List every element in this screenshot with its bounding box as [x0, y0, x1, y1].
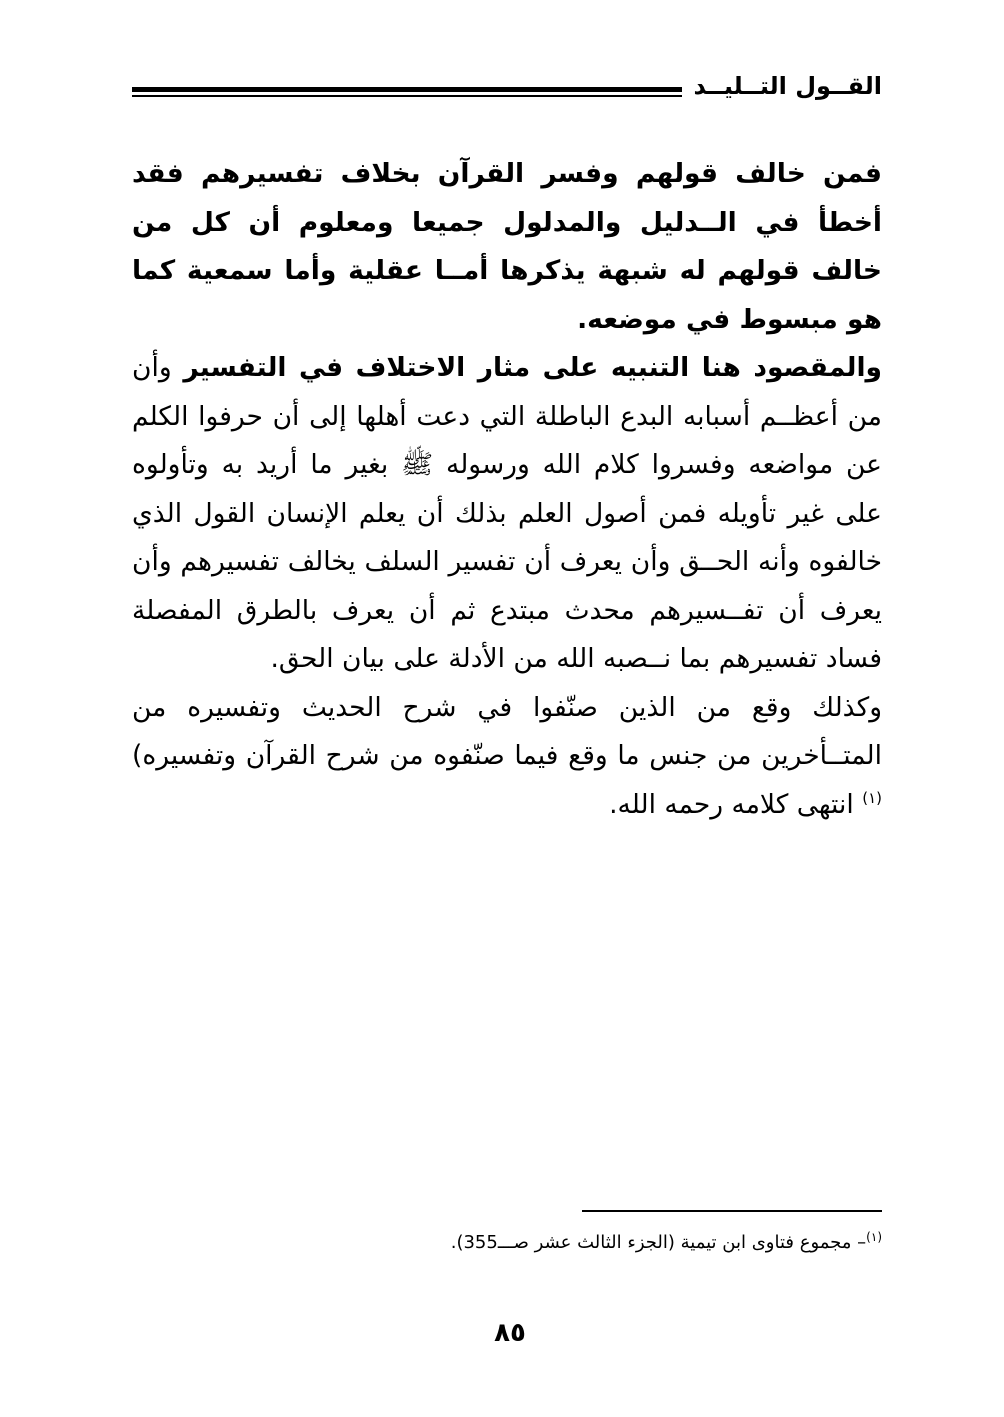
- paragraph-3: [132, 684, 882, 830]
- header-rule-thin: [132, 95, 682, 97]
- footnote-reference: (١): [862, 788, 882, 807]
- paragraph-1: فمن خالف قولهم وفسر القرآن بخلاف تفسيرهم فقد أخطأ في الــدليل والمدلول جميعا ومعلوم أن كل من خالف قولهم له شبهة يذكرها أمــا عقلية وأما سمعية كما هو مبسوط في موضعه.: [132, 158, 882, 335]
- paragraph-3-text: وكذلك وقع من الذين صنّفوا في شرح الحديث وتفسيره من المتــأخرين من جنس ما وقع فيما صنّفوه من شرح القرآن وتفسيره): [132, 691, 882, 771]
- running-header: [132, 70, 882, 110]
- header-rule-thick: [132, 87, 682, 92]
- footnote-separator: [582, 1210, 882, 1212]
- paragraph-2: [132, 344, 882, 684]
- paragraph-2-text: وأن من أعظــم أسبابه البدع الباطلة التي دعت أهلها إلى أن حرفوا الكلم عن مواضعه وفسروا كلام الله ورسوله ﷺ بغير ما أريد به وتأولوه على غير تأويله فمن أصول العلم بذلك أن يعلم الإنسان القول الذي خالفوه وأنه الحــق وأن يعرف أن تفسير السلف يخالف تفسيرهم وأن يعرف أن تفــسيرهم محدث مبتدع ثم أن يعرف بالطرق المفصلة فساد تفسيرهم بما نــصبه الله من الأدلة على بيان الحق.: [132, 352, 882, 674]
- header-title: القــول التــليــد: [693, 72, 882, 100]
- footnote: [451, 1232, 882, 1253]
- footnote-text: – مجموع فتاوى ابن تيمية (الجزء الثالث عشر صـــ355).: [450, 1232, 867, 1253]
- main-text: [132, 150, 882, 829]
- footnote-marker: (١): [866, 1230, 882, 1244]
- page-number: ٨٥: [494, 1318, 526, 1348]
- paragraph-3-end: انتهى كلامه رحمه الله.: [609, 788, 863, 820]
- paragraph-2-bold: والمقصود هنا التنبيه على مثار الاختلاف في التفسير: [183, 352, 883, 383]
